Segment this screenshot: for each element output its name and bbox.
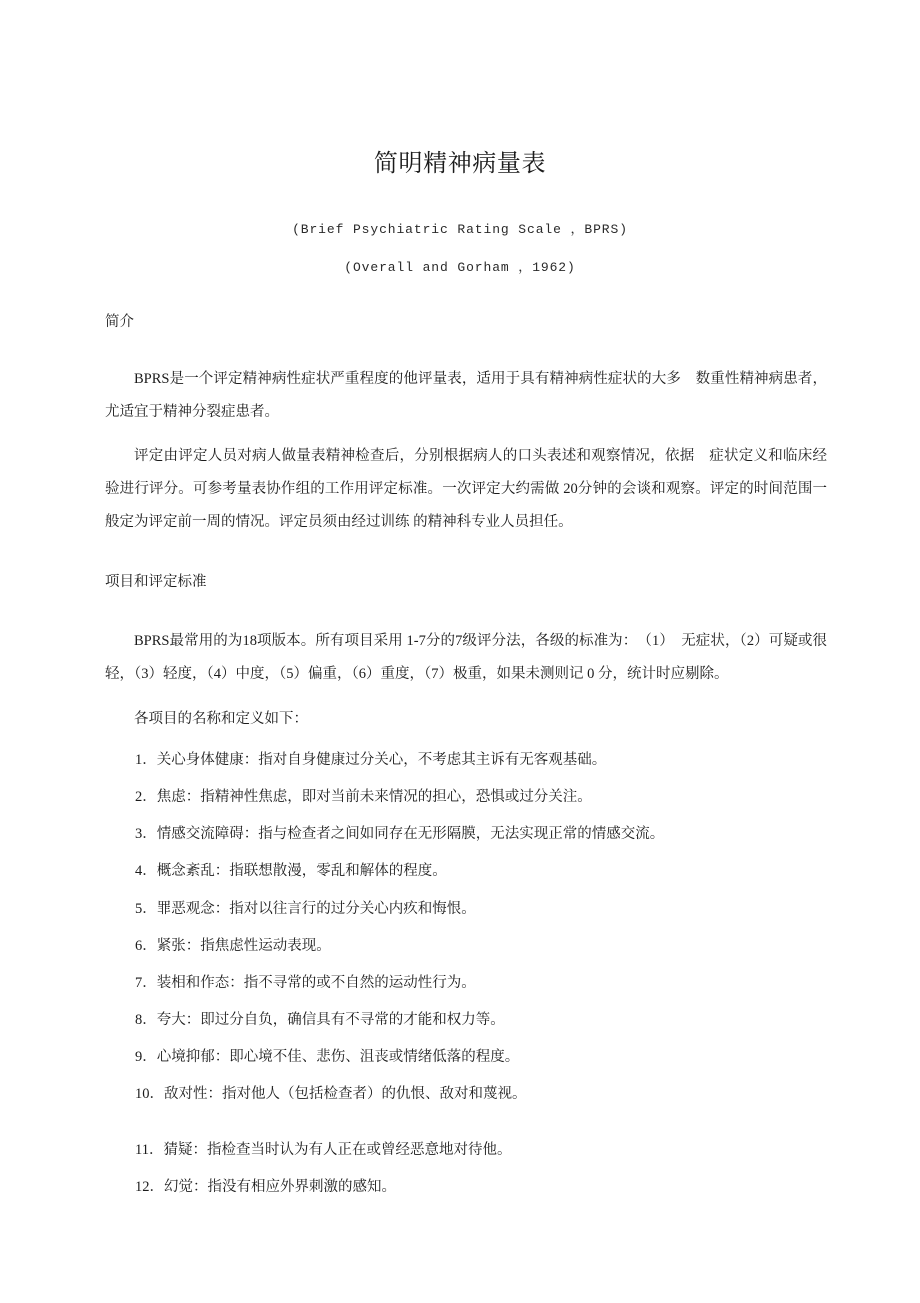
list-item-text: ．心境抑郁：即心境不佳、悲伤、沮丧或情绪低落的程度。 [142,1049,520,1065]
list-item-number: 9 [135,1049,143,1065]
list-item-number: 4 [135,863,143,879]
list-item-number: 2 [135,789,143,805]
list-item [105,1041,857,1074]
list-item [105,818,857,851]
list-item [105,930,857,963]
list-item-text: ．幻觉：指没有相应外界刺激的感知。 [149,1179,396,1195]
list-item [105,855,857,888]
list-item [105,1078,857,1111]
list-item-number: 12 [135,1179,150,1195]
list-item-text: ．罪恶观念：指对以往言行的过分关心内疚和悔恨。 [142,901,476,917]
list-item-number: 8 [135,1012,143,1028]
list-item [105,781,857,814]
list-item [105,893,857,926]
criteria-paragraph-1: BPRS最常用的为18项版本。所有项目采用 1-7分的7级评分法，各级的标准为： （1） 无症状，（2）可疑或很轻，（3）轻度，（4）中度，（5）偏重，（6）重度，（7）极重，如果未测则记 0 分，统计时应剔除。 [105,633,827,682]
item-list-intro: 各项目的名称和定义如下： [134,711,308,727]
list-item-number: 3 [135,826,143,842]
list-item-text: ．情感交流障碍：指与检查者之间如同存在无形隔膜，无法实现正常的情感交流。 [142,826,665,842]
list-item [105,744,857,777]
list-item-text: ．猜疑：指检查当时认为有人正在或曾经恶意地对待他。 [148,1142,512,1158]
list-item [105,1004,857,1037]
list-item-number: 6 [135,938,143,954]
list-item [105,1171,857,1204]
list-item-text: ．概念紊乱：指联想散漫，零乱和解体的程度。 [142,863,447,879]
list-item [105,967,857,1000]
section-heading-intro: 简介 [105,314,134,330]
list-item-text: ．紧张：指焦虑性运动表现。 [142,938,331,954]
list-item [105,1134,857,1167]
intro-paragraph-1: BPRS是一个评定精神病性症状严重程度的他评量表，适用于具有精神病性症状的大多 数重性精神病患者，尤适宜于精神分裂症患者。 [105,371,827,420]
document-subtitle-english: (Brief Psychiatric Rating Scale ，BPRS) [292,222,628,237]
list-item-text: ．夸大：即过分自负，确信具有不寻常的才能和权力等。 [142,1012,505,1028]
page-title: 简明精神病量表 [373,151,547,177]
list-item-text: ．装相和作态：指不寻常的或不自然的运动性行为。 [142,975,476,991]
list-item-number: 11 [135,1142,149,1158]
list-item-number: 10 [135,1086,150,1102]
document-attribution: (Overall and Gorham ，1962) [344,260,576,275]
list-item-text: ．焦虑：指精神性焦虑，即对当前未来情况的担心，恐惧或过分关注。 [142,789,592,805]
list-item-number: 7 [135,975,143,991]
list-item-text: ．敌对性：指对他人（包括检查者）的仇恨、敌对和蔑视。 [149,1086,527,1102]
section-heading-criteria: 项目和评定标准 [105,574,207,590]
list-item-text: ．关心身体健康：指对自身健康过分关心，不考虑其主诉有无客观基础。 [142,752,607,768]
intro-paragraph-2: 评定由评定人员对病人做量表精神检查后，分别根据病人的口头表述和观察情况，依据 症状定义和临床经验进行评分。可参考量表协作组的工作用评定标准。一次评定大约需做 20分钟的会谈和观察。评定的时间范围一般定为评定前一周的情况。评定员须由经过训练 的精神科专业人员担任。 [105,448,827,530]
list-item-number: 1 [135,752,143,768]
list-item-number: 5 [135,901,143,917]
